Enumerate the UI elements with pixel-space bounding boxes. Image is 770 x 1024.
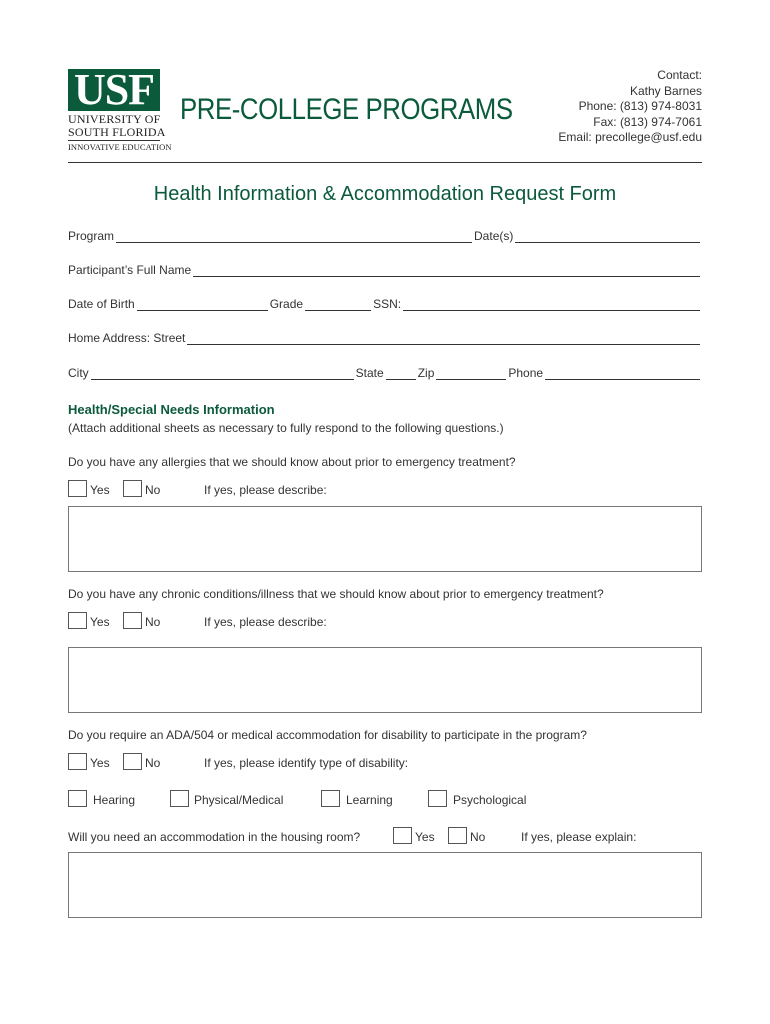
allergies-no-label: No <box>145 483 161 497</box>
allergies-question: Do you have any allergies that we should know about prior to emergency treatment? <box>68 455 516 469</box>
disability-psychological-option[interactable] <box>428 790 526 807</box>
contact-email[interactable]: Email: precollege@usf.edu <box>558 130 702 144</box>
dates-label: Date(s) <box>474 229 514 243</box>
address-label: Home Address: Street <box>68 331 186 345</box>
zip-field[interactable] <box>436 367 506 380</box>
ada-identify-prompt: If yes, please identify type of disability: <box>204 756 409 770</box>
contact-name: Kathy Barnes <box>629 83 702 98</box>
state-label: State <box>355 366 384 380</box>
disability-physical-option[interactable] <box>170 790 283 807</box>
program-title: PRE-COLLEGE PROGRAMS <box>180 93 513 126</box>
dates-field[interactable] <box>515 230 700 243</box>
allergies-no-checkbox[interactable] <box>123 480 142 497</box>
housing-yes-option[interactable] <box>393 827 435 844</box>
ada-yes-option[interactable] <box>68 753 110 770</box>
housing-no-checkbox[interactable] <box>448 827 467 844</box>
ssn-label: SSN: <box>373 297 402 311</box>
allergies-yes-label: Yes <box>90 483 110 497</box>
program-label: Program <box>68 229 115 243</box>
chronic-answer-box[interactable] <box>68 647 702 713</box>
allergies-describe-prompt: If yes, please describe: <box>204 483 327 497</box>
disability-learning-option[interactable] <box>321 790 393 807</box>
grade-field[interactable] <box>305 298 371 311</box>
disability-psychological-checkbox[interactable] <box>428 790 447 807</box>
health-section-title: Health/Special Needs Information <box>68 402 275 417</box>
logo-innovative-education: INNOVATIVE EDUCATION <box>68 142 172 152</box>
allergies-no-option[interactable] <box>123 480 160 497</box>
chronic-no-option[interactable] <box>123 612 160 629</box>
program-row <box>68 229 702 243</box>
ada-yes-label: Yes <box>90 756 110 770</box>
housing-question: Will you need an accommodation in the housing room? <box>68 830 361 844</box>
chronic-question: Do you have any chronic conditions/illness that we should know about prior to emergency treatment? <box>68 587 604 601</box>
disability-learning-label: Learning <box>346 793 393 807</box>
address-row <box>68 331 702 345</box>
program-field[interactable] <box>116 230 472 243</box>
phone-label: Phone <box>508 366 544 380</box>
usf-logo: USF <box>68 69 160 111</box>
dob-row <box>68 297 702 311</box>
ada-question: Do you require an ADA/504 or medical accommodation for disability to participate in the program? <box>68 728 587 742</box>
allergies-yes-checkbox[interactable] <box>68 480 87 497</box>
ada-yes-checkbox[interactable] <box>68 753 87 770</box>
state-field[interactable] <box>386 367 416 380</box>
chronic-no-label: No <box>145 615 161 629</box>
ada-no-label: No <box>145 756 161 770</box>
city-label: City <box>68 366 89 380</box>
full-name-row <box>68 263 702 277</box>
zip-label: Zip <box>417 366 435 380</box>
logo-south-florida: SOUTH FLORIDA <box>68 125 166 139</box>
disability-hearing-label: Hearing <box>93 793 136 807</box>
form-title: Health Information & Accommodation Request Form <box>153 183 617 205</box>
city-field[interactable] <box>91 367 354 380</box>
disability-hearing-option[interactable] <box>68 790 135 807</box>
chronic-yes-label: Yes <box>90 615 110 629</box>
dob-field[interactable] <box>137 298 268 311</box>
contact-fax: Fax: (813) 974-7061 <box>593 114 702 129</box>
chronic-no-checkbox[interactable] <box>123 612 142 629</box>
disability-psychological-label: Psychological <box>453 793 527 807</box>
allergies-yes-option[interactable] <box>68 480 110 497</box>
disability-physical-label: Physical/Medical <box>194 793 284 807</box>
ssn-field[interactable] <box>403 298 700 311</box>
ada-no-option[interactable] <box>123 753 160 770</box>
city-row <box>68 366 702 380</box>
chronic-describe-prompt: If yes, please describe: <box>204 615 327 629</box>
contact-phone: Phone: (813) 974-8031 <box>578 99 702 113</box>
full-name-label: Participant’s Full Name <box>68 263 192 277</box>
disability-physical-checkbox[interactable] <box>170 790 189 807</box>
header-divider <box>68 162 702 163</box>
allergies-answer-box[interactable] <box>68 506 702 572</box>
chronic-yes-option[interactable] <box>68 612 110 629</box>
housing-answer-box[interactable] <box>68 852 702 918</box>
address-field[interactable] <box>187 332 700 345</box>
ada-no-checkbox[interactable] <box>123 753 142 770</box>
disability-learning-checkbox[interactable] <box>321 790 340 807</box>
housing-explain-prompt: If yes, please explain: <box>521 830 637 844</box>
dob-label: Date of Birth <box>68 297 135 311</box>
housing-no-option[interactable] <box>448 827 485 844</box>
housing-yes-checkbox[interactable] <box>393 827 412 844</box>
health-section-note: (Attach additional sheets as necessary to fully respond to the following questions.) <box>68 421 504 435</box>
housing-yes-label: Yes <box>415 830 435 844</box>
logo-university-of: UNIVERSITY OF <box>68 112 161 126</box>
disability-hearing-checkbox[interactable] <box>68 790 87 807</box>
phone-field[interactable] <box>545 367 700 380</box>
logo-divider <box>68 140 160 141</box>
full-name-field[interactable] <box>193 264 700 277</box>
contact-label: Contact: <box>657 68 702 82</box>
housing-no-label: No <box>470 830 486 844</box>
chronic-yes-checkbox[interactable] <box>68 612 87 629</box>
grade-label: Grade <box>269 297 304 311</box>
contact-block <box>558 68 702 146</box>
